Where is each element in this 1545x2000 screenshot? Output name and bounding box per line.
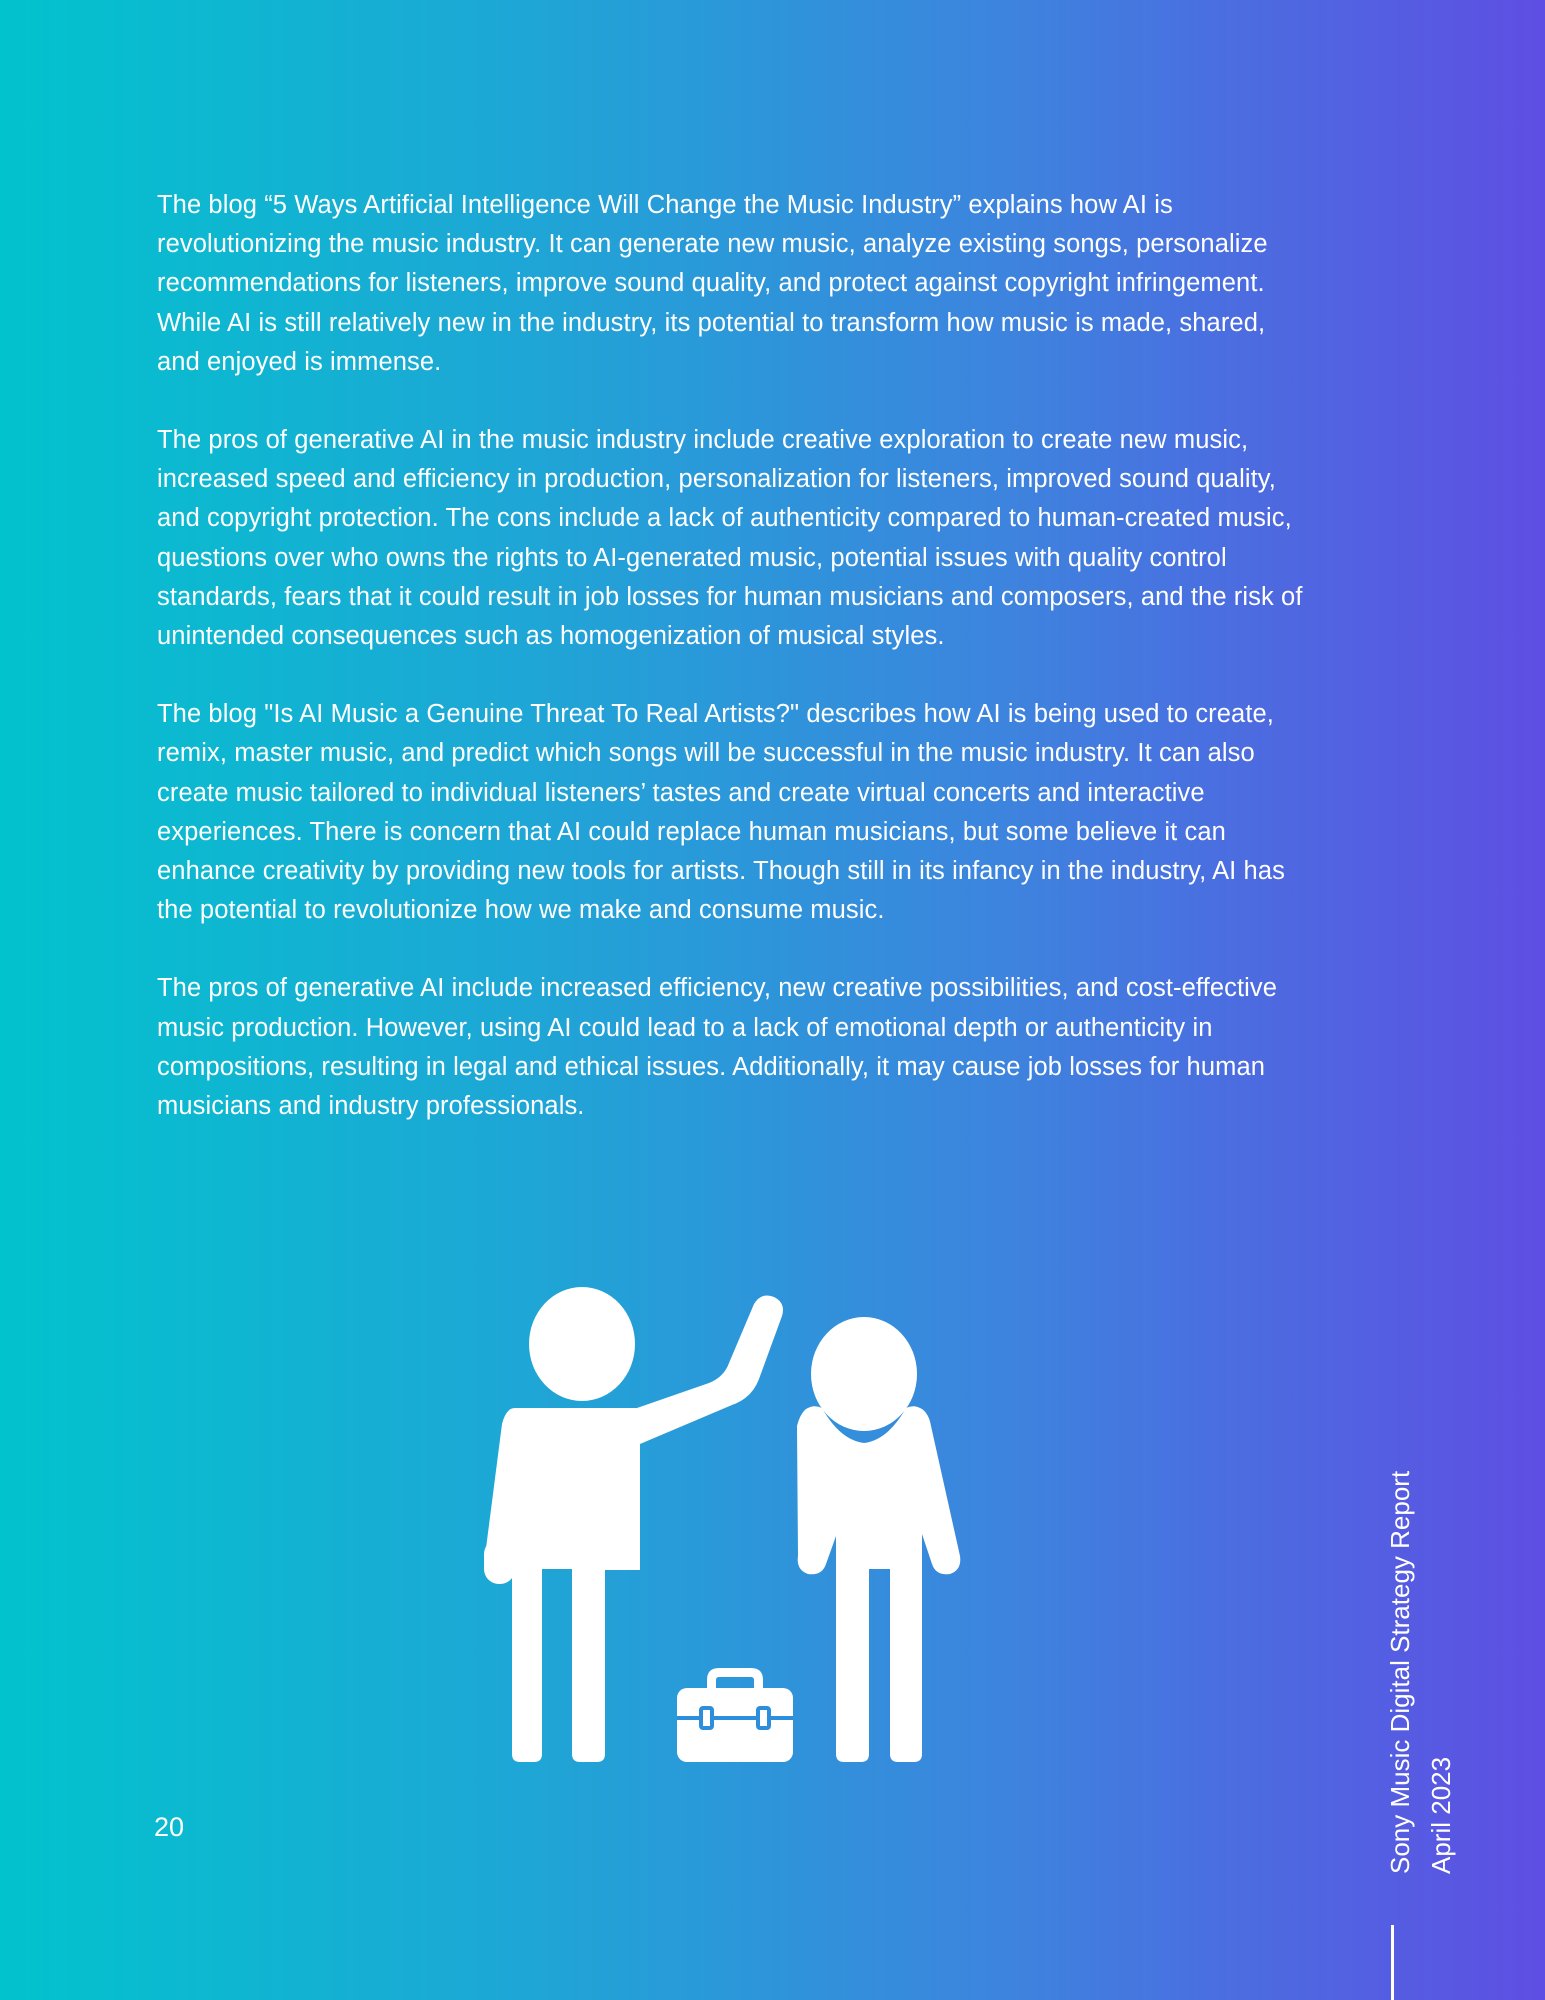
paragraph-4: The pros of generative AI include increased efficiency, new creative possibilities, and cost-effective music production. However, using AI could lead to a lack of emotional depth or authenticity in compositions, resulting in legal and ethical issues. Additionally, it may cause job losses for human musicians and industry professionals. (157, 974, 1278, 1121)
paragraph-1: The blog “5 Ways Artificial Intelligence Will Change the Music Industry” explains how AI is revolutionizing the music industry. It can generate new music, analyze existing songs, personalize recommendations for listeners, improve sound quality, and protect against copyright infringement. While AI is still relatively new in the industry, its potential to transform how music is made, shared, and enjoyed is immense. (157, 191, 1268, 376)
paragraph-2: The pros of generative AI in the music industry include creative exploration to create new music, increased speed and efficiency in production, personalization for listeners, improved sound quality, and copyright protection. The cons include a lack of authenticity compared to human-created music, questions over who owns the rights to AI-generated music, potential issues with quality control standards, fears that it could result in job losses for human musicians and composers, and the risk of unintended consequences such as homogenization of musical styles. (157, 426, 1303, 651)
body-text (157, 186, 1307, 1165)
report-date: April 2023 (1426, 1756, 1456, 1874)
page-number: 20 (154, 1812, 185, 1842)
report-title: Sony Music Digital Strategy Report (1385, 1470, 1415, 1874)
footer-divider-line (1391, 1925, 1394, 2000)
report-footer-vertical (1380, 1471, 1462, 1874)
paragraph-3: The blog "Is AI Music a Genuine Threat To Real Artists?" describes how AI is being used to create, remix, master music, and predict which songs will be successful in the music industry. It can also create music tailored to individual listeners’ tastes and create virtual concerts and interactive experiences. There is concern that AI could replace human musicians, but some believe it can enhance creativity by providing new tools for artists. Though still in its infancy in the industry, AI has the potential to revolutionize how we make and consume music. (157, 700, 1285, 925)
two-people-with-briefcase-icon (484, 1284, 964, 1764)
